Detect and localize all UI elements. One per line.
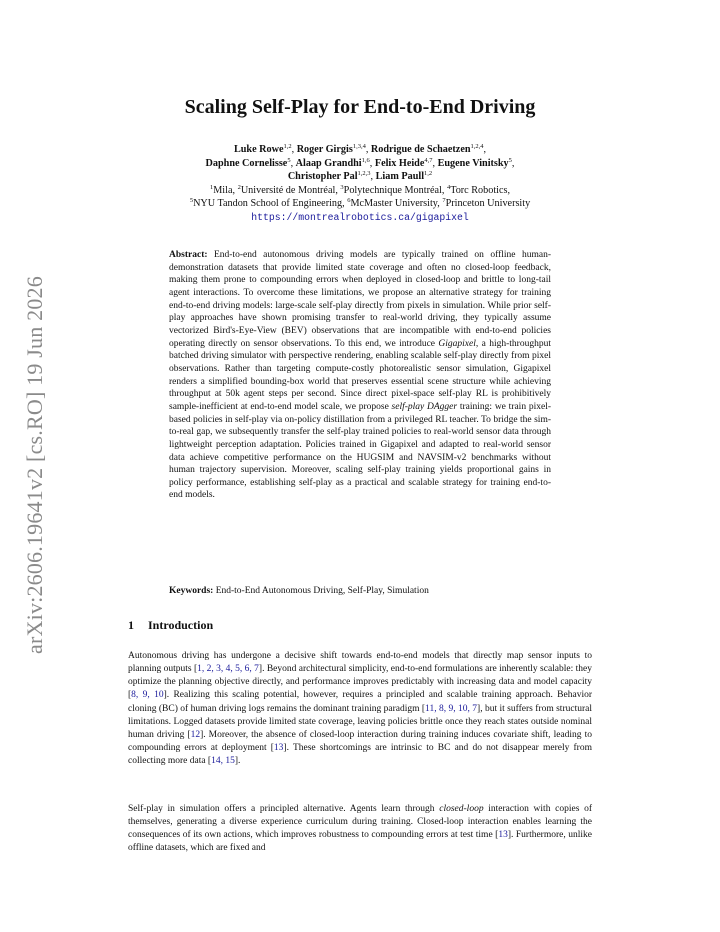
abstract-emphasis: Gigapixel — [438, 338, 476, 349]
paper-title: Scaling Self-Play for End-to-End Driving — [184, 96, 536, 118]
author-affil-sup: 1,3,4 — [352, 143, 366, 150]
section-heading — [128, 618, 213, 633]
citation-link[interactable]: 1, 2, 3, 4, 5, 6, 7 — [197, 664, 259, 675]
author-block — [110, 143, 610, 224]
affiliation-name: Torc Robotics — [450, 184, 508, 196]
affil-sup: 7 — [442, 197, 446, 204]
affiliation-name: Princeton University — [445, 198, 531, 209]
citation-link[interactable]: 11, 8, 9, 10, 7 — [425, 703, 478, 714]
abstract-text: training: we train pixel-based policies in self-play via on-policy distillation from a privileged RL teacher. To bridge the sim-to-real gap, we subsequently transfer the self-play trained policies to real-world sensor data through lightweight perception adaptation. Policies trained in Gigapixel and adapted to real-world sensor data achieve competitive performance on the HUGSIM and NAVSIM-v2 benchmarks without human trajectory supervision. Moreover, scaling self-play training yields proportional gains in policy performance, establishing self-play as a practical and scalable strategy for training end-to-end models. — [169, 401, 551, 501]
section-number: 1 — [128, 618, 134, 632]
author-line-2: Daphne Cornelisse$^5$, Alaap Grandhi$^{1,6}$, Felix Heide$^{4,7}$, Eugene Vinitsky$^5$, — [205, 156, 515, 169]
abstract-label: Abstract: — [169, 250, 208, 260]
section-title: Introduction — [148, 618, 214, 632]
author-line-3: Christopher Pal$^{1,2,3}$, Liam Paull$^{1,2}$ — [287, 170, 433, 182]
paragraph-text: interaction with copies of themselves, generating a diverse experience curriculum during training. Closed-loop interaction enables learning the consequences of its own actions, which improves robustness to compounding errors at test time [ — [128, 804, 592, 841]
keywords-text: End-to-End Autonomous Driving, Self-Play, Simulation — [215, 586, 429, 596]
citation-link[interactable]: 13 — [498, 830, 508, 841]
author-affil-sup: 1,6 — [361, 156, 370, 164]
author-affil-sup: 5 — [508, 156, 512, 164]
abstract — [169, 249, 551, 502]
affil-sup: 5 — [189, 197, 194, 204]
author-name: Felix Heide — [374, 157, 425, 169]
affil-sup: 2 — [237, 183, 241, 191]
affiliation-name: Mila — [213, 184, 233, 196]
keywords — [169, 585, 551, 598]
affiliation-name: Polytechnique Montréal — [343, 184, 442, 196]
affil-sup: 4 — [446, 183, 451, 191]
abstract-emphasis: self-play DAgger — [391, 401, 458, 412]
author-line-1: Luke Rowe$^{1,2}$, Roger Girgis$^{1,3,4}$, Rodrigue de Schaetzen$^{1,2,4}$, — [233, 143, 487, 155]
citation-link[interactable]: 12 — [190, 729, 201, 740]
affil-sup: 3 — [340, 183, 344, 191]
arxiv-identifier: arXiv:2606.19641v2 [cs.RO] 19 Jun 2026 — [22, 276, 47, 654]
author-name: Liam Paull — [375, 171, 425, 182]
author-name: Eugene Vinitsky — [437, 157, 509, 169]
author-name: Luke Rowe — [233, 144, 284, 155]
author-name: Daphne Cornelisse — [205, 157, 288, 169]
paragraph-text: ], but it suffers from structural limitations. Logged datasets provide limited state coverage, leaving policies brittle once they reach states outside nominal human driving [ — [128, 703, 592, 740]
paragraph-text: ]. These shortcomings are intrinsic to BC and do not disappear merely from collecting more data [ — [128, 743, 592, 767]
affiliation-line-1: $^1$Mila, $^2$Université de Montréal, $^3$Polytechnique Montréal, $^4$Torc Robotics, — [209, 183, 511, 196]
author-affil-sup: 1,2,3 — [357, 170, 371, 177]
affiliation-name: NYU Tandon School of Engineering — [193, 198, 343, 209]
abstract-text: , a high-throughput batched driving simulator with perspective rendering, enabling scalable self-play directly from pixel observations. Rather than targeting compute-costly photorealistic sensor simulation, Gigapixel renders a simplified bounding-box world that preserves essential scene structure while achieving throughput at 50k agent steps per second. Since direct pixel-space self-play RL is prohibitively sample-inefficient at end-to-end model scale, we propose — [169, 338, 551, 412]
paragraph — [128, 650, 592, 768]
citation-link[interactable]: 14, 15 — [211, 756, 235, 767]
keywords-label: Keywords: — [169, 586, 214, 596]
paragraph-text: Self-play in simulation offers a principled alternative. Agents learn through — [128, 804, 440, 814]
author-affil-sup: 1,2 — [283, 143, 292, 150]
author-affil-sup: 1,2 — [424, 170, 433, 177]
paragraph — [128, 803, 592, 856]
author-name: Alaap Grandhi — [295, 157, 362, 169]
paragraph-text: ]. Moreover, the absence of closed-loop interaction during training induces covariate shift, leading to compounding errors at deployment [ — [128, 729, 592, 754]
citation-link[interactable]: 13 — [273, 743, 284, 754]
paragraph-text: ]. Realizing this scaling potential, however, requires a principled and scalable training approach. Behavior cloning (BC) of human driving logs remains the dominant training paradigm [ — [128, 690, 593, 714]
affil-sup: 6 — [347, 197, 351, 204]
affiliation-name: McMaster University — [350, 198, 438, 209]
paragraph-text: Autonomous driving has undergone a decisive shift towards end-to-end models that directly map sensor inputs to planning outputs [ — [128, 651, 592, 675]
affiliation-line-2: $^5$NYU Tandon School of Engineering, $^6$McMaster University, $^7$Princeton University — [189, 197, 531, 209]
paragraph-text: ]. — [234, 756, 241, 767]
author-name: Roger Girgis — [296, 144, 353, 155]
paragraph-emphasis: closed-loop — [439, 804, 484, 814]
author-affil-sup: 1,2,4 — [470, 143, 484, 150]
paragraph-text: ]. Furthermore, unlike offline datasets, which are fixed and — [128, 830, 592, 854]
paragraph-text: ]. Beyond architectural simplicity, end-to-end formulations are inherently scalable: they optimize the planning objective directly, and performance improves predictably with increasing data and model capacity [ — [128, 664, 593, 701]
author-name: Rodrigue de Schaetzen — [370, 144, 471, 155]
author-affil-sup: 5 — [287, 156, 291, 164]
arxiv-side-stamp — [22, 0, 48, 932]
citation-link[interactable]: 8, 9, 10 — [131, 690, 164, 701]
affil-sup: 1 — [209, 183, 214, 191]
affiliation-name: Université de Montréal — [240, 184, 336, 196]
author-name: Christopher Pal — [287, 171, 358, 182]
project-url-link[interactable]: https://montrealrobotics.ca/gigapixel — [251, 211, 469, 223]
abstract-text: End-to-end autonomous driving models are typically trained on offline human-demonstration datasets that provide limited state coverage and often no closed-loop feedback, making them prone to compounding errors when deployed in closed-loop and brittle to long-tail agent interactions. To overcome these limitations, we propose an alternative strategy for training end-to-end driving models: large-scale self-play directly from pixels in simulation. While prior self-play approaches have shown promising transfer to real-world driving, they typically assume vectorized Bird's-Eye-View (BEV) observations that are incompatible with end-to-end policies operating directly on sensor observations. To this end, we introduce — [169, 250, 551, 349]
author-affil-sup: 4,7 — [424, 156, 433, 164]
